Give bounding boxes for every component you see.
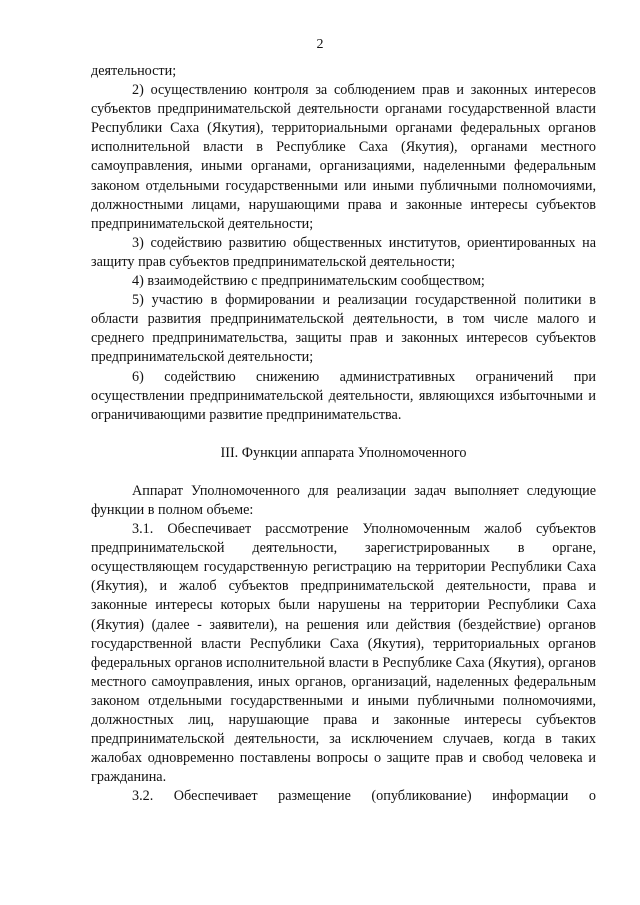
task-item-5: 5) участию в формировании и реализации государственной политики в области развития предпринимательской деятельности, в том числе малого и среднего предпринимательства, защиты прав и законных интересов субъектов предпринимательской деятельности;: [91, 292, 596, 366]
task-item-6: 6) содействию снижению административных ограничений при осуществлении предпринимательской деятельности, являющихся избыточными и ограничивающими развитие предпринимательства.: [91, 368, 596, 423]
section-heading: III. Функции аппарата Уполномоченного: [220, 444, 467, 461]
task-item-2: 2) осуществлению контроля за соблюдением прав и законных интересов субъектов предпринимательской деятельности органами государственной власти Республики Саха (Якутия), территориальными органами федеральных органов исполнительной власти в Республике Саха (Якутия), органами местного самоуправления, иными органами, организациями, наделенными федеральным законом отдельными государственными или иными публичными полномочиями, должностными лицами, нарушающими права и законные интересы субъектов предпринимательской деятельности;: [91, 82, 596, 232]
function-item-3-1: 3.1. Обеспечивает рассмотрение Уполномоченным жалоб субъектов предпринимательской деятельности, зарегистрированных в органе, осуществляющем государственную регистрацию на территории Республики Саха (Якутия), и жалоб субъектов предпринимательской деятельности, права и законные интересы которых были нарушены на территории Республики Саха (Якутия) (далее - заявители), на решения или действия (бездействие) органов государственной власти Республики Саха (Якутия), территориальных органов федеральных органов исполнительной власти в Республике Саха (Якутия), органов местного самоуправления, иных органов, организаций, наделенных федеральным законом отдельными государственными и иными публичными полномочиями, должностных лиц, нарушающие права и законные интересы субъектов предпринимательской деятельности, за исключением случаев, когда в таких жалобах одновременно поставлены вопросы о защите прав и свобод человека и гражданина.: [91, 521, 596, 786]
functions-intro: Аппарат Уполномоченного для реализации задач выполняет следующие функции в полном объеме:: [91, 482, 596, 518]
continuation-line: деятельности;: [91, 63, 177, 79]
task-item-4: 4) взаимодействию с предпринимательским сообществом;: [132, 273, 485, 290]
task-item-3: 3) содействию развитию общественных институтов, ориентированных на защиту прав субъектов предпринимательской деятельности;: [91, 234, 596, 270]
page-number: 2: [316, 37, 324, 52]
function-item-3-2: 3.2. Обеспечивает размещение (опубликование) информации о: [132, 788, 596, 805]
document-body: [91, 62, 596, 806]
